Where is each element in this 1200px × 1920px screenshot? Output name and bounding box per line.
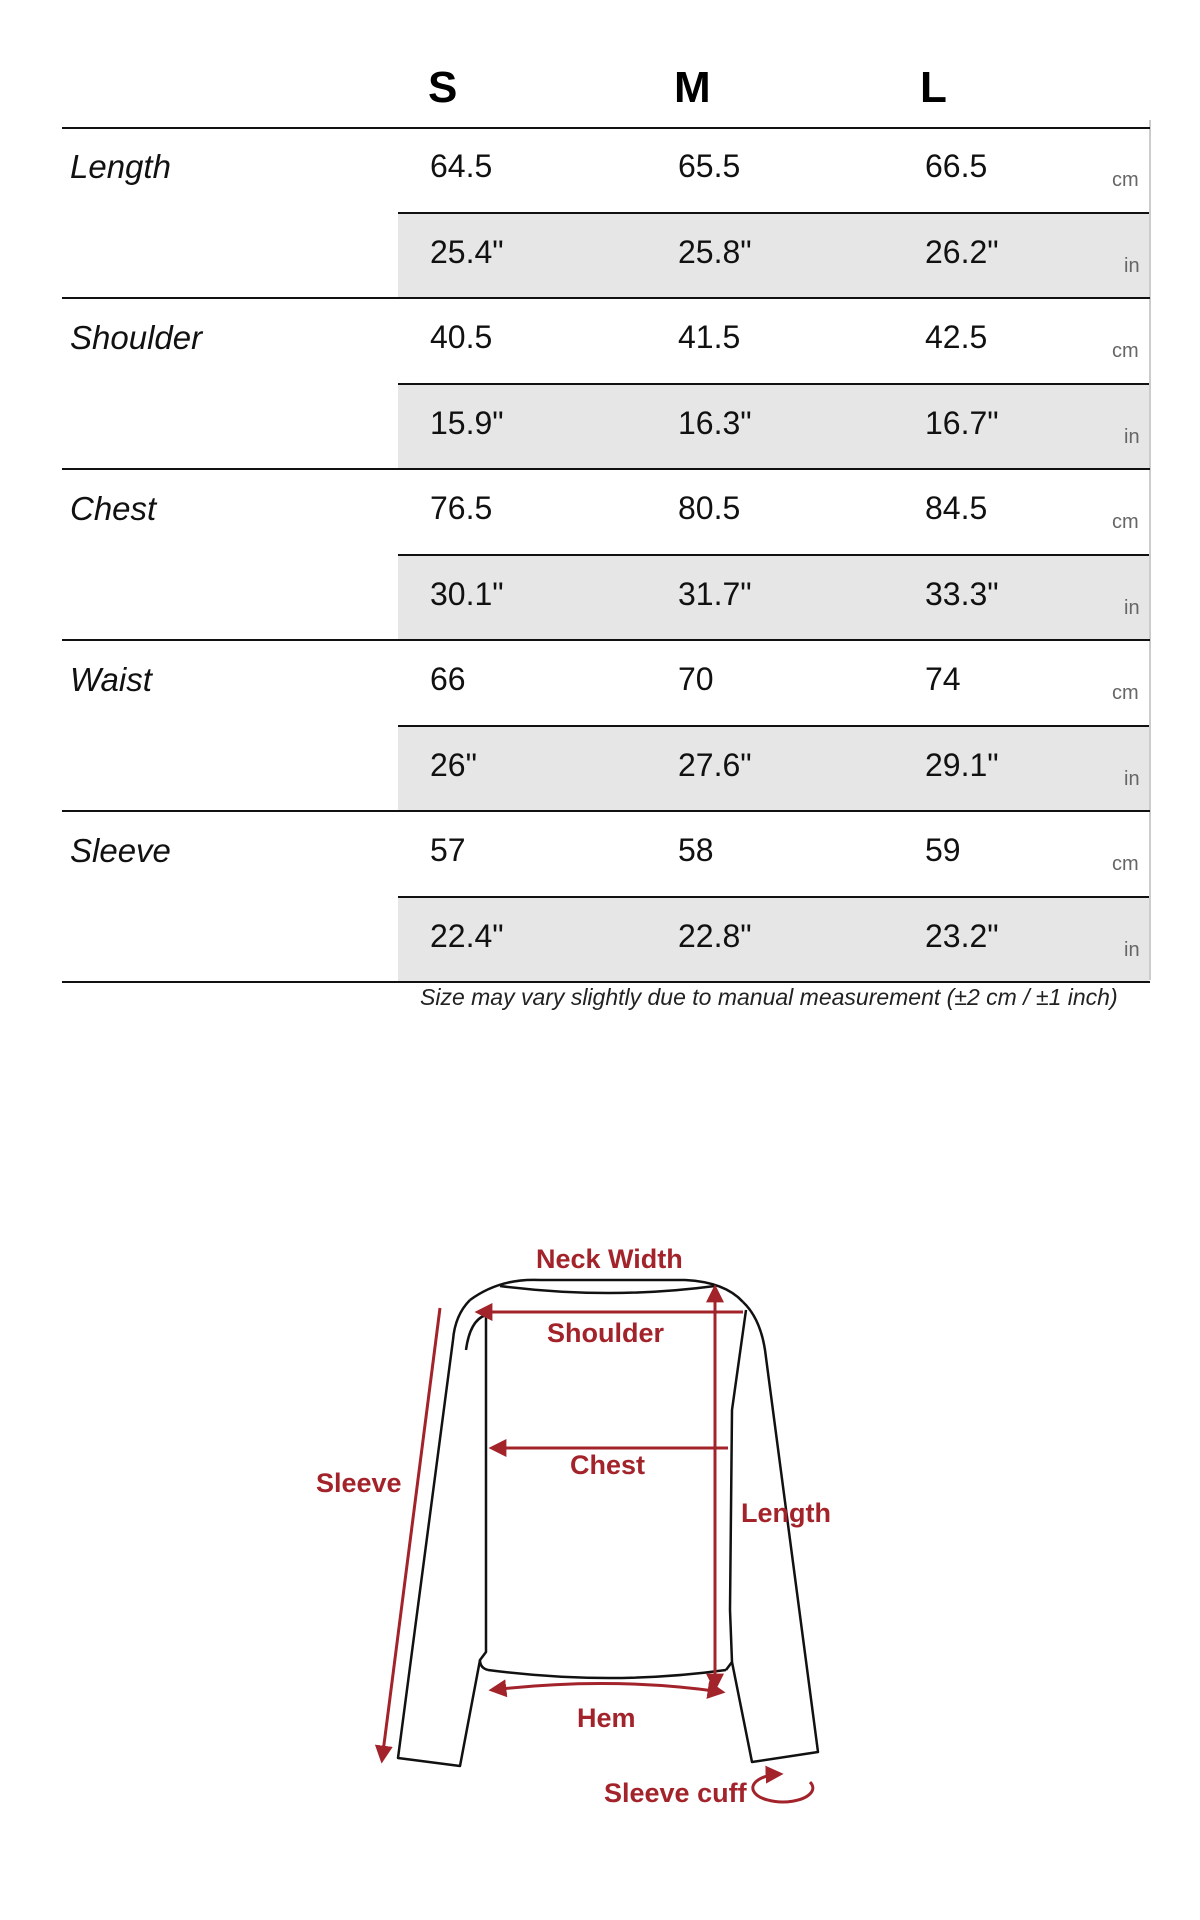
measurement-label: Shoulder — [70, 319, 203, 356]
cm-value: 66 — [430, 661, 466, 697]
label-shoulder: Shoulder — [547, 1318, 665, 1348]
cm-value: 70 — [678, 661, 714, 697]
inch-row-band — [398, 556, 1149, 640]
in-value: 25.8" — [678, 234, 752, 270]
in-value: 22.4" — [430, 918, 504, 954]
cm-unit-label: cm — [1112, 340, 1139, 362]
inch-row-band — [398, 214, 1149, 298]
row-separator — [398, 725, 1149, 727]
row-separator — [398, 896, 1149, 898]
row-separator — [398, 383, 1149, 385]
in-unit-label: in — [1124, 597, 1140, 619]
cm-unit-label: cm — [1112, 682, 1139, 704]
circular-arrow-icon — [753, 1774, 813, 1802]
cm-value: 74 — [925, 661, 961, 697]
in-unit-label: in — [1124, 768, 1140, 790]
cm-unit-label: cm — [1112, 169, 1139, 191]
label-sleeve: Sleeve — [316, 1468, 402, 1498]
inch-row-band — [398, 385, 1149, 469]
group-separator — [62, 810, 1150, 812]
label-sleeve-cuff: Sleeve cuff — [604, 1778, 747, 1808]
cm-value: 65.5 — [678, 148, 741, 184]
cm-value: 57 — [430, 832, 466, 868]
row-separator — [398, 212, 1149, 214]
measurement-label: Length — [70, 148, 171, 185]
label-chest: Chest — [570, 1450, 646, 1480]
cm-unit-label: cm — [1112, 511, 1139, 533]
in-unit-label: in — [1124, 426, 1140, 448]
cm-value: 64.5 — [430, 148, 493, 184]
measurement-diagram — [0, 1200, 1200, 1820]
in-value: 31.7" — [678, 576, 752, 612]
size-header-l: L — [920, 63, 947, 112]
in-value: 27.6" — [678, 747, 752, 783]
cm-value: 59 — [925, 832, 961, 868]
row-separator — [398, 554, 1149, 556]
in-value: 26.2" — [925, 234, 999, 270]
in-value: 22.8" — [678, 918, 752, 954]
group-separator — [62, 981, 1150, 983]
cm-value: 84.5 — [925, 490, 988, 526]
cm-value: 58 — [678, 832, 714, 868]
measurement-label: Waist — [70, 661, 152, 698]
size-header-m: M — [674, 63, 711, 112]
cm-value: 76.5 — [430, 490, 493, 526]
cm-value: 66.5 — [925, 148, 988, 184]
measurement-footnote: Size may vary slightly due to manual measurement (±2 cm / ±1 inch) — [420, 984, 1118, 1010]
in-value: 15.9" — [430, 405, 504, 441]
group-separator — [62, 468, 1150, 470]
size-header-s: S — [428, 63, 458, 112]
in-value: 16.3" — [678, 405, 752, 441]
in-value: 16.7" — [925, 405, 999, 441]
cm-value: 80.5 — [678, 490, 741, 526]
label-neck-width: Neck Width — [536, 1244, 683, 1274]
in-value: 33.3" — [925, 576, 999, 612]
group-separator — [62, 639, 1150, 641]
label-length: Length — [741, 1498, 831, 1528]
in-value: 25.4" — [430, 234, 504, 270]
in-value: 30.1" — [430, 576, 504, 612]
table-right-border — [1149, 120, 1151, 980]
cm-unit-label: cm — [1112, 853, 1139, 875]
cm-value: 42.5 — [925, 319, 988, 355]
in-value: 23.2" — [925, 918, 999, 954]
sleeve-arrow — [382, 1308, 440, 1760]
measurement-label: Chest — [70, 490, 157, 527]
label-hem: Hem — [577, 1703, 636, 1733]
hem-arrow — [492, 1683, 722, 1692]
in-unit-label: in — [1124, 255, 1140, 277]
in-unit-label: in — [1124, 939, 1140, 961]
in-value: 26" — [430, 747, 477, 783]
cm-value: 40.5 — [430, 319, 493, 355]
group-separator — [62, 297, 1150, 299]
inch-row-band — [398, 898, 1149, 982]
measurement-label: Sleeve — [70, 832, 171, 869]
inch-row-band — [398, 727, 1149, 811]
cm-value: 41.5 — [678, 319, 741, 355]
header-rule — [62, 127, 1150, 129]
in-value: 29.1" — [925, 747, 999, 783]
